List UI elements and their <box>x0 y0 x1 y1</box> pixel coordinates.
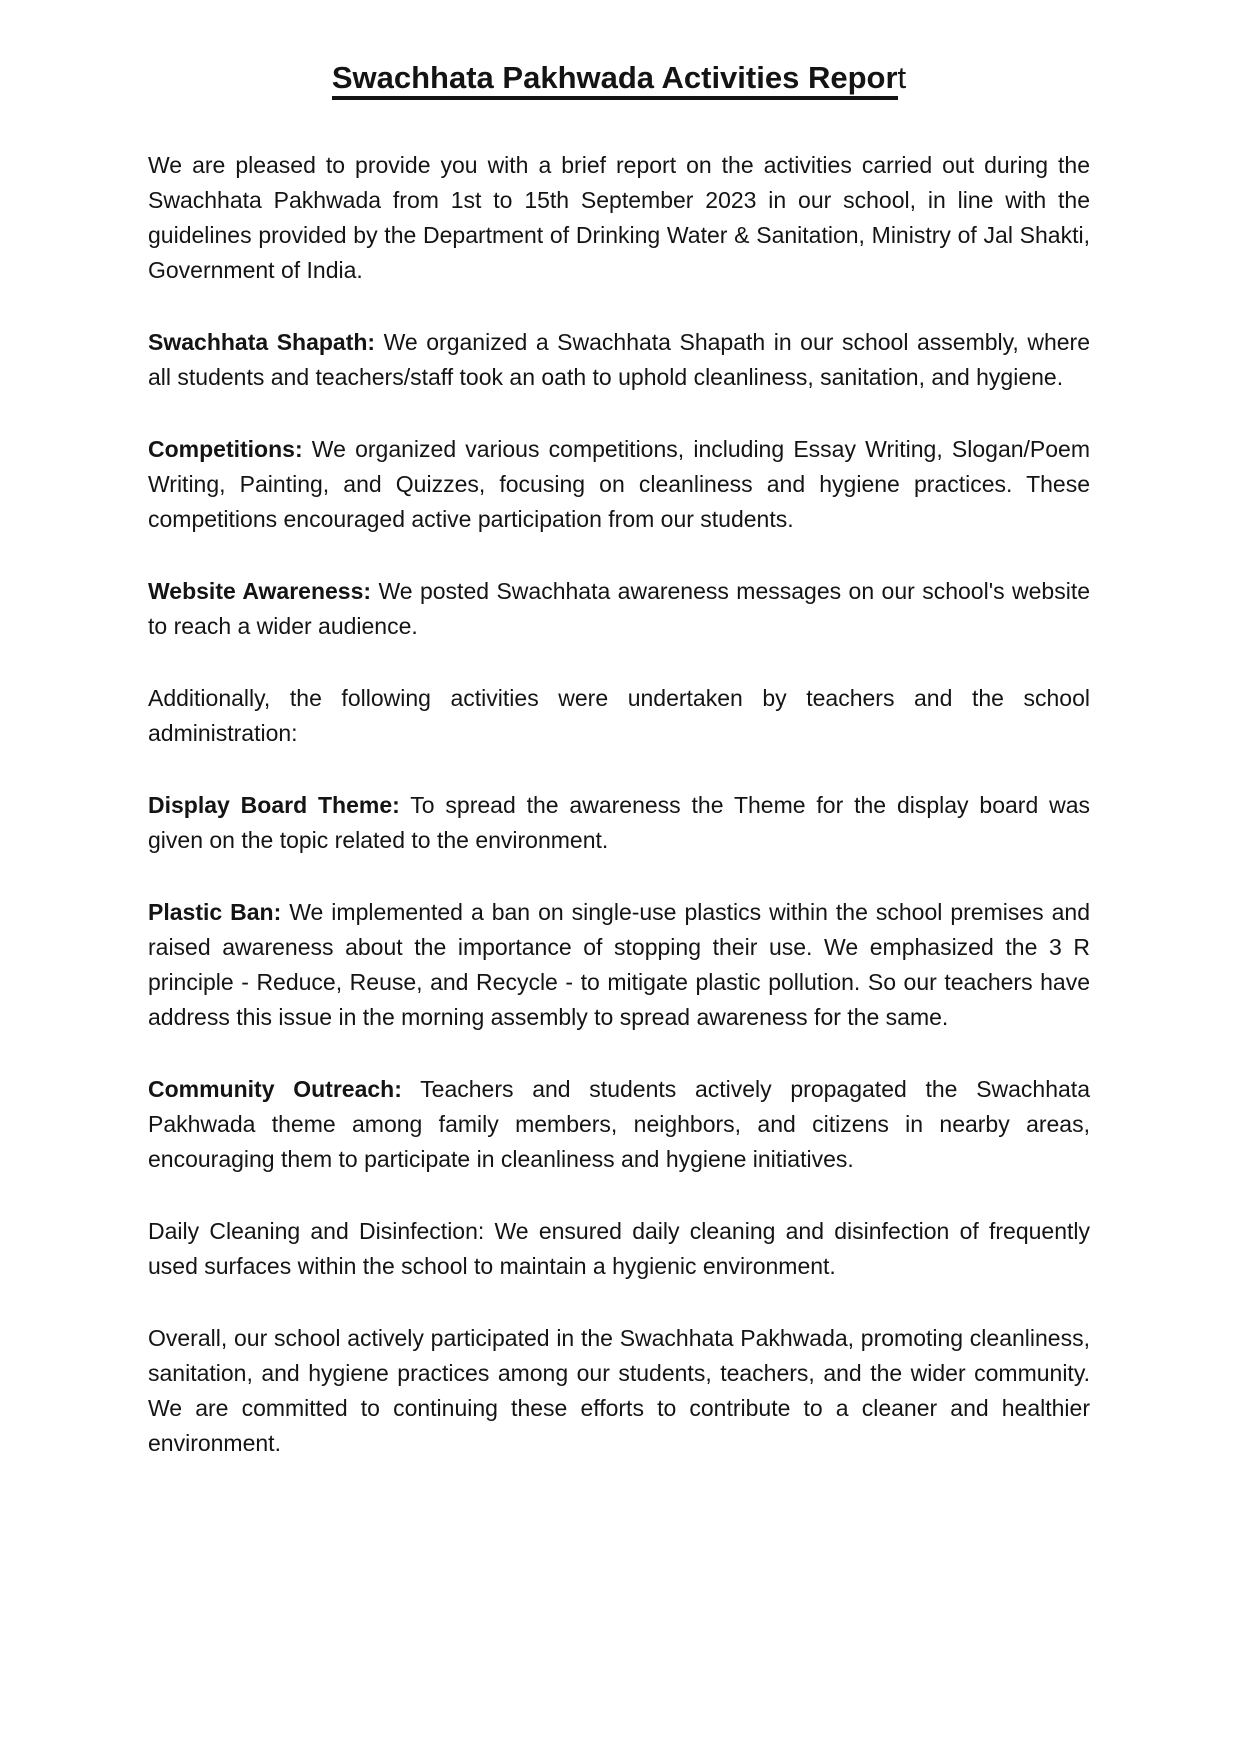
paragraph-text: We organized a Swachhata Shapath in our school assembly, where all students and teachers/staff took an oath to uphold cleanliness, sanitation, and hygiene. <box>148 329 1090 390</box>
page-title <box>148 58 1090 98</box>
paragraph-text: Daily Cleaning and Disinfection: We ensured daily cleaning and disinfection of frequently used surfaces within the school to maintain a hygienic environment. <box>148 1218 1090 1279</box>
paragraph-text: We organized various competitions, including Essay Writing, Slogan/Poem Writing, Painting, and Quizzes, focusing on cleanliness and hygiene practices. These competitions encouraged active participation from our students. <box>148 436 1090 532</box>
paragraph-intro <box>148 148 1090 288</box>
page-title-underlined-part: Swachhata Pakhwada Activities Repor <box>332 60 898 100</box>
paragraph-text: Additionally, the following activities were undertaken by teachers and the school administration: <box>148 685 1090 746</box>
paragraph-text: We are pleased to provide you with a brief report on the activities carried out during the Swachhata Pakhwada from 1st to 15th September 2023 in our school, in line with the guidelines provided by the Department of Drinking Water & Sanitation, Ministry of Jal Shakti, Government of India. <box>148 152 1090 283</box>
paragraph-display-board-theme <box>148 788 1090 858</box>
paragraph-lead: Swachhata Shapath: <box>148 329 376 355</box>
paragraph-community-outreach <box>148 1072 1090 1177</box>
paragraph-plastic-ban <box>148 895 1090 1035</box>
paragraph-lead: Website Awareness: <box>148 578 372 604</box>
paragraph-lead: Plastic Ban: <box>148 899 282 925</box>
paragraph-text: Teachers and students actively propagated the Swachhata Pakhwada theme among family members, neighbors, and citizens in nearby areas, encouraging them to participate in cleanliness and hygiene initiatives. <box>148 1076 1090 1172</box>
paragraph-website-awareness <box>148 574 1090 644</box>
paragraph-swachhata-shapath <box>148 325 1090 395</box>
paragraph-text: To spread the awareness the Theme for the display board was given on the topic related to the environment. <box>148 792 1091 853</box>
paragraph-text: We posted Swachhata awareness messages on our school's website to reach a wider audience. <box>148 578 1091 639</box>
paragraph-daily-cleaning <box>148 1214 1090 1284</box>
paragraph-text: We implemented a ban on single-use plastics within the school premises and raised awareness about the importance of stopping their use. We emphasized the 3 R principle - Reduce, Reuse, and Recycle - to mitigate plastic pollution. So our teachers have address this issue in the morning assembly to spread awareness for the same. <box>148 899 1090 1030</box>
paragraph-competitions <box>148 432 1090 537</box>
page-title-trailing-letter: t <box>897 60 907 95</box>
paragraph-lead: Display Board Theme: <box>148 792 400 818</box>
paragraph-lead: Community Outreach: <box>148 1076 402 1102</box>
paragraph-overall <box>148 1321 1090 1461</box>
paragraph-text: Overall, our school actively participated in the Swachhata Pakhwada, promoting cleanliness, sanitation, and hygiene practices among our students, teachers, and the wider community. We are committed to continuing these efforts to contribute to a cleaner and healthier environment. <box>148 1325 1090 1456</box>
paragraph-additionally <box>148 681 1090 751</box>
paragraph-lead: Competitions: <box>148 436 303 462</box>
